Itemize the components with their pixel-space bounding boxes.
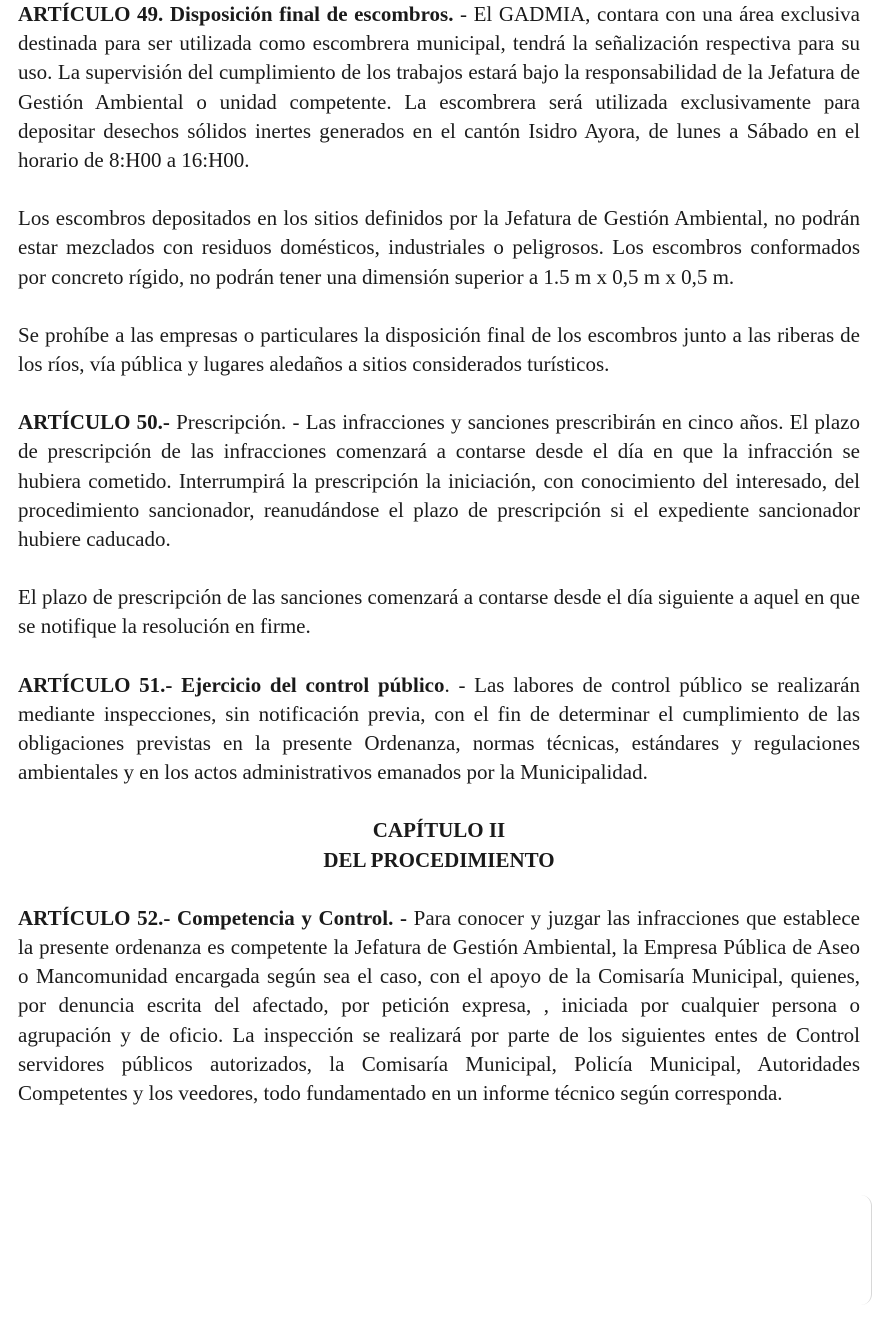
document-page [18, 0, 860, 1108]
article-49-paragraph-3: Se prohíbe a las empresas o particulares la disposición final de los escombros junto a las riberas de los ríos, vía pública y lugares aledaños a sitios considerados turísticos. [18, 322, 860, 377]
article-52-text: Para conocer y juzgar las infracciones que establece la presente ordenanza es competente la Jefatura de Gestión Ambiental, la Empresa Pública de Aseo o Mancomunidad encargada según sea el caso, con el apoyo de la Comisaría Municipal, quienes, por denuncia escrita del afectado, por petición expresa, , iniciada por cualquier persona o agrupación y de oficio. La inspección se realizará por parte de los siguientes entes de Control servidores públicos autorizados, la Comisaría Municipal, Policía Municipal, Autoridades Competentes y los veedores, todo fundamentado en un informe técnico según corresponda. [18, 905, 860, 1106]
article-51-paragraph [18, 671, 860, 788]
chapter-title: DEL PROCEDIMIENTO [323, 847, 555, 872]
paragraph-spacer [18, 379, 860, 408]
paragraph-spacer [18, 292, 860, 321]
paragraph-spacer [18, 554, 860, 583]
page-edge-mark [861, 1195, 872, 1305]
article-50-text: Prescripción. - Las infracciones y sanciones prescribirán en cinco años. El plazo de prescripción de las infracciones comenzará a contarse desde el día en que la infracción se hubiera cometido. Interrumpirá la prescripción la iniciación, con conocimiento del interesado, del procedimiento sancionador, reanudándose el plazo de prescripción si el expediente sancionador hubiere caducado. [18, 410, 861, 552]
article-51-text: . - Las labores de control público se realizarán mediante inspecciones, sin notificación previa, con el fin de determinar el cumplimiento de las obligaciones previstas en la presente Ordenanza, normas técnicas, estándares y regulaciones ambientales y en los actos administrativos emanados por la Municipalidad. [18, 672, 860, 785]
article-52-paragraph [18, 904, 860, 1108]
article-50-paragraph-2: El plazo de prescripción de las sanciones comenzará a contarse desde el día siguiente a aquel en que se notifique la resolución en firme. [18, 585, 860, 639]
article-49-text: - El GADMIA, contara con una área exclusiva destinada para ser utilizada como escombrera municipal, tendrá la señalización respectiva para su uso. La supervisión del cumplimiento de los trabajos estará bajo la responsabilidad de la Jefatura de Gestión Ambiental o unidad competente. La escombrera será utilizada exclusivamente para depositar desechos sólidos inertes generados en el cantón Isidro Ayora, de lunes a Sábado en el horario de 8:H00 a 16:H00. [18, 2, 860, 173]
article-52-heading: ARTÍCULO 52.- Competencia y Control. - [18, 905, 408, 930]
paragraph-spacer [18, 787, 860, 816]
article-50-heading: ARTÍCULO 50.- [18, 410, 170, 435]
article-49-heading: ARTÍCULO 49. Disposición final de escombros. [18, 2, 454, 26]
article-49-paragraph-2: Los escombros depositados en los sitios definidos por la Jefatura de Gestión Ambiental, no podrán estar mezclados con residuos domésticos, industriales o peligrosos. Los escombros conformados por concreto rígido, no podrán tener una dimensión superior a 1.5 m x 0,5 m x 0,5 m. [18, 206, 860, 289]
article-49-paragraph [18, 0, 860, 175]
article-50-paragraph [18, 408, 860, 554]
paragraph-spacer [18, 642, 860, 671]
article-51-heading: ARTÍCULO 51.- Ejercicio del control público [18, 672, 445, 697]
paragraph-spacer [18, 875, 860, 904]
paragraph-spacer [18, 175, 860, 204]
chapter-number: CAPÍTULO II [372, 818, 506, 843]
